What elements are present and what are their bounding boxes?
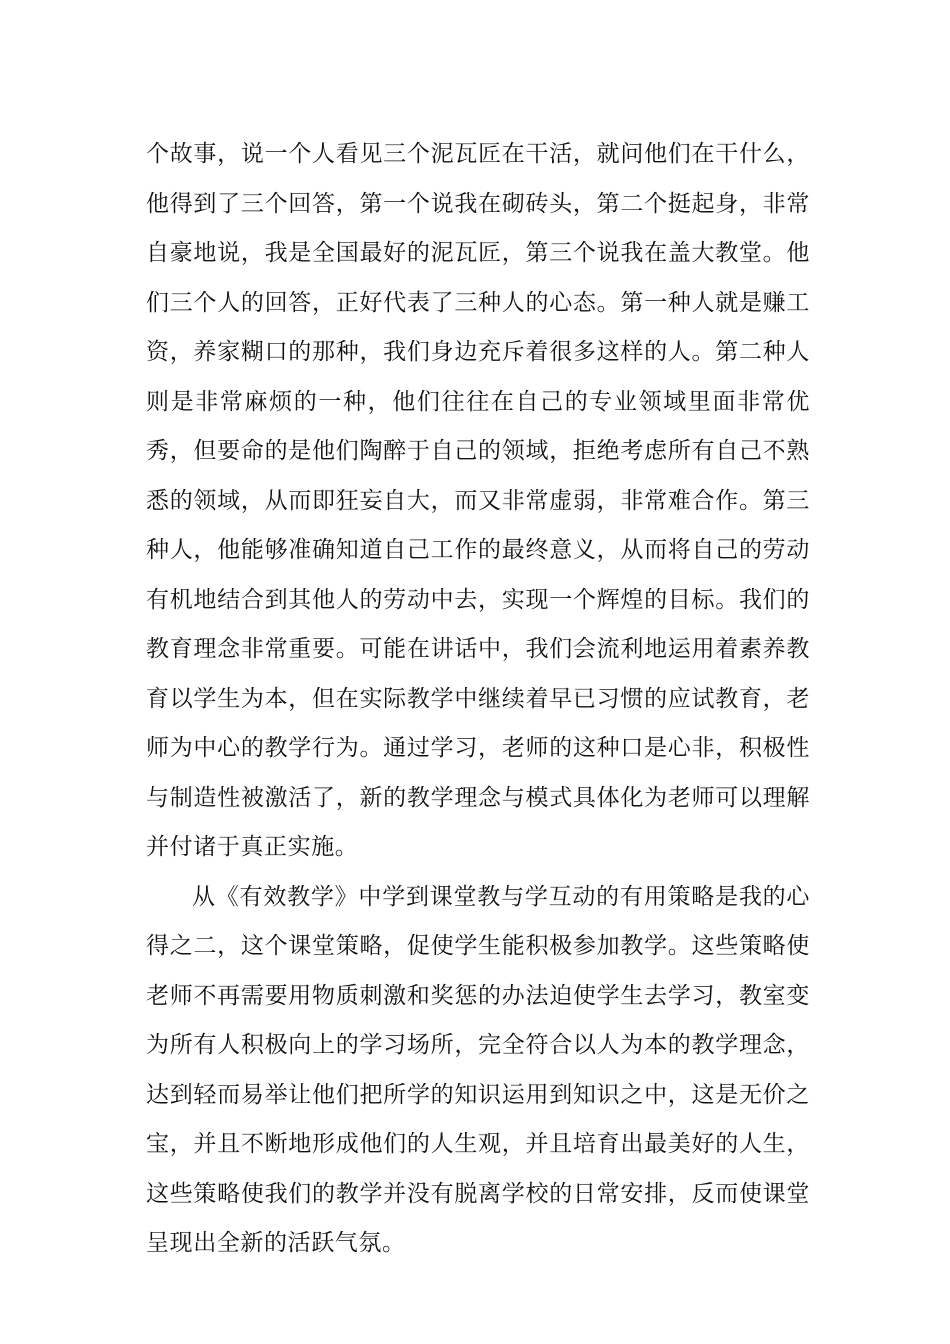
paragraph-second-insight: 从《有效教学》中学到课堂教与学互动的有用策略是我的心得之二，这个课堂策略，促使学生能积极参加教学。这些策略使老师不再需要用物质刺激和奖惩的办法迫使学生去学习，教室变为所有人积极向上的学习场所，完全符合以人为本的教学理念，达到轻而易举让他们把所学的知识运用到知识之中，这是无价之宝，并且不断地形成他们的人生观，并且培育出最美好的人生，这些策略使我们的教学并没有脱离学校的日常安排，反而使课堂呈现出全新的活跃气氛。 bbox=[146, 883, 810, 1256]
document-body bbox=[146, 130, 810, 1269]
paragraph-continuation: 个故事，说一个人看见三个泥瓦匠在干活，就问他们在干什么，他得到了三个回答，第一个说我在砌砖头，第二个挺起身，非常自豪地说，我是全国最好的泥瓦匠，第三个说我在盖大教堂。他们三个人的回答，正好代表了三种人的心态。第一种人就是赚工资，养家糊口的那种，我们身边充斥着很多这样的人。第二种人则是非常麻烦的一种，他们往往在自己的专业领域里面非常优秀，但要命的是他们陶醉于自己的领域，拒绝考虑所有自己不熟悉的领域，从而即狂妄自大，而又非常虚弱，非常难合作。第三种人，他能够准确知道自己工作的最终意义，从而将自己的劳动有机地结合到其他人的劳动中去，实现一个辉煌的目标。我们的教育理念非常重要。可能在讲话中，我们会流利地运用着素养教育以学生为本，但在实际教学中继续着早已习惯的应试教育，老师为中心的教学行为。通过学习，老师的这种口是心非，积极性与制造性被激活了，新的教学理念与模式具体化为老师可以理解并付诸于真正实施。 bbox=[146, 141, 810, 860]
